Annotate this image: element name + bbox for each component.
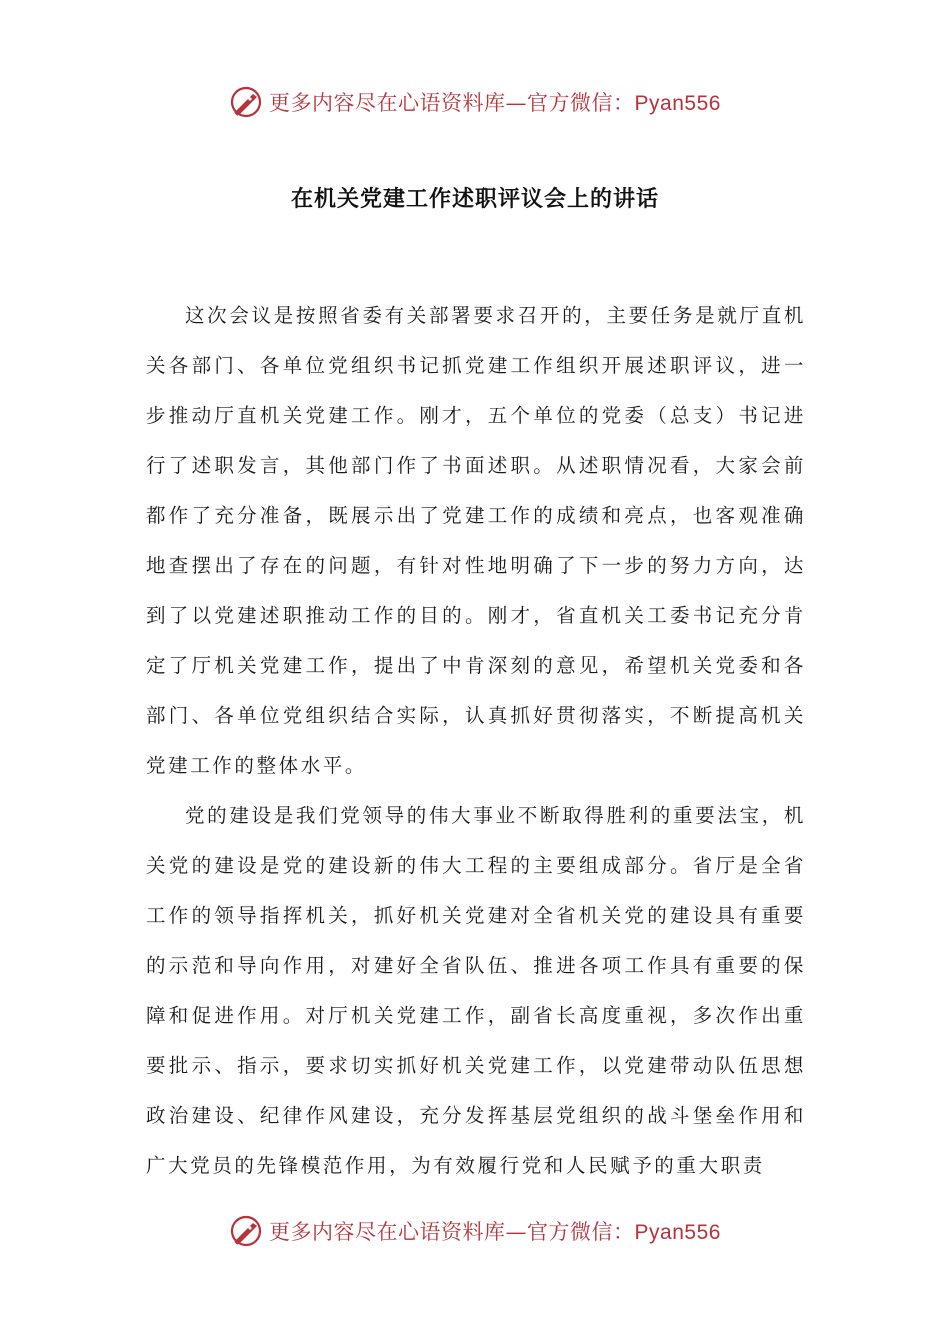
paragraph-1: 这次会议是按照省委有关部署要求召开的，主要任务是就厅直机关各部门、各单位党组织书记抓党建工作组织开展述职评议，进一步推动厅直机关党建工作。刚才，五个单位的党委（总支）书记进行了述职发言，其他部门作了书面述职。从述职情况看，大家会前都作了充分准备，既展示出了党建工作的成绩和亮点，也客观准确地查摆出了存在的问题，有针对性地明确了下一步的努力方向，达到了以党建述职推动工作的目的。刚才，省直机关工委书记充分肯定了厅机关党建工作，提出了中肯深刻的意见，希望机关党委和各部门、各单位党组织结合实际，认真抓好贯彻落实，不断提高机关党建工作的整体水平。 (146, 304, 806, 777)
watermark-text: 更多内容尽在心语资料库—官方微信：Pyan556 (269, 91, 721, 115)
footer-watermark (0, 1211, 950, 1251)
header-watermark (0, 82, 950, 122)
paragraph-2: 党的建设是我们党领导的伟大事业不断取得胜利的重要法宝，机关党的建设是党的建设新的伟大工程的主要组成部分。省厅是全省工作的领导指挥机关，抓好机关党建对全省机关党的建设具有重要的示范和导向作用，对建好全省队伍、推进各项工作具有重要的保障和促进作用。对厅机关党建工作，副省长高度重视，多次作出重要批示、指示，要求切实抓好机关党建工作，以党建带动队伍思想政治建设、纪律作风建设，充分发挥基层党组织的战斗堡垒作用和广大党员的先锋模范作用，为有效履行党和人民赋予的重大职责 (146, 804, 806, 1177)
watermark-text: 更多内容尽在心语资料库—官方微信：Pyan556 (269, 1220, 721, 1244)
document-title: 在机关党建工作述职评议会上的讲话 (290, 187, 659, 212)
document-body (146, 291, 806, 1191)
pen-logo-icon (229, 85, 263, 119)
pen-logo-icon (229, 1214, 263, 1248)
